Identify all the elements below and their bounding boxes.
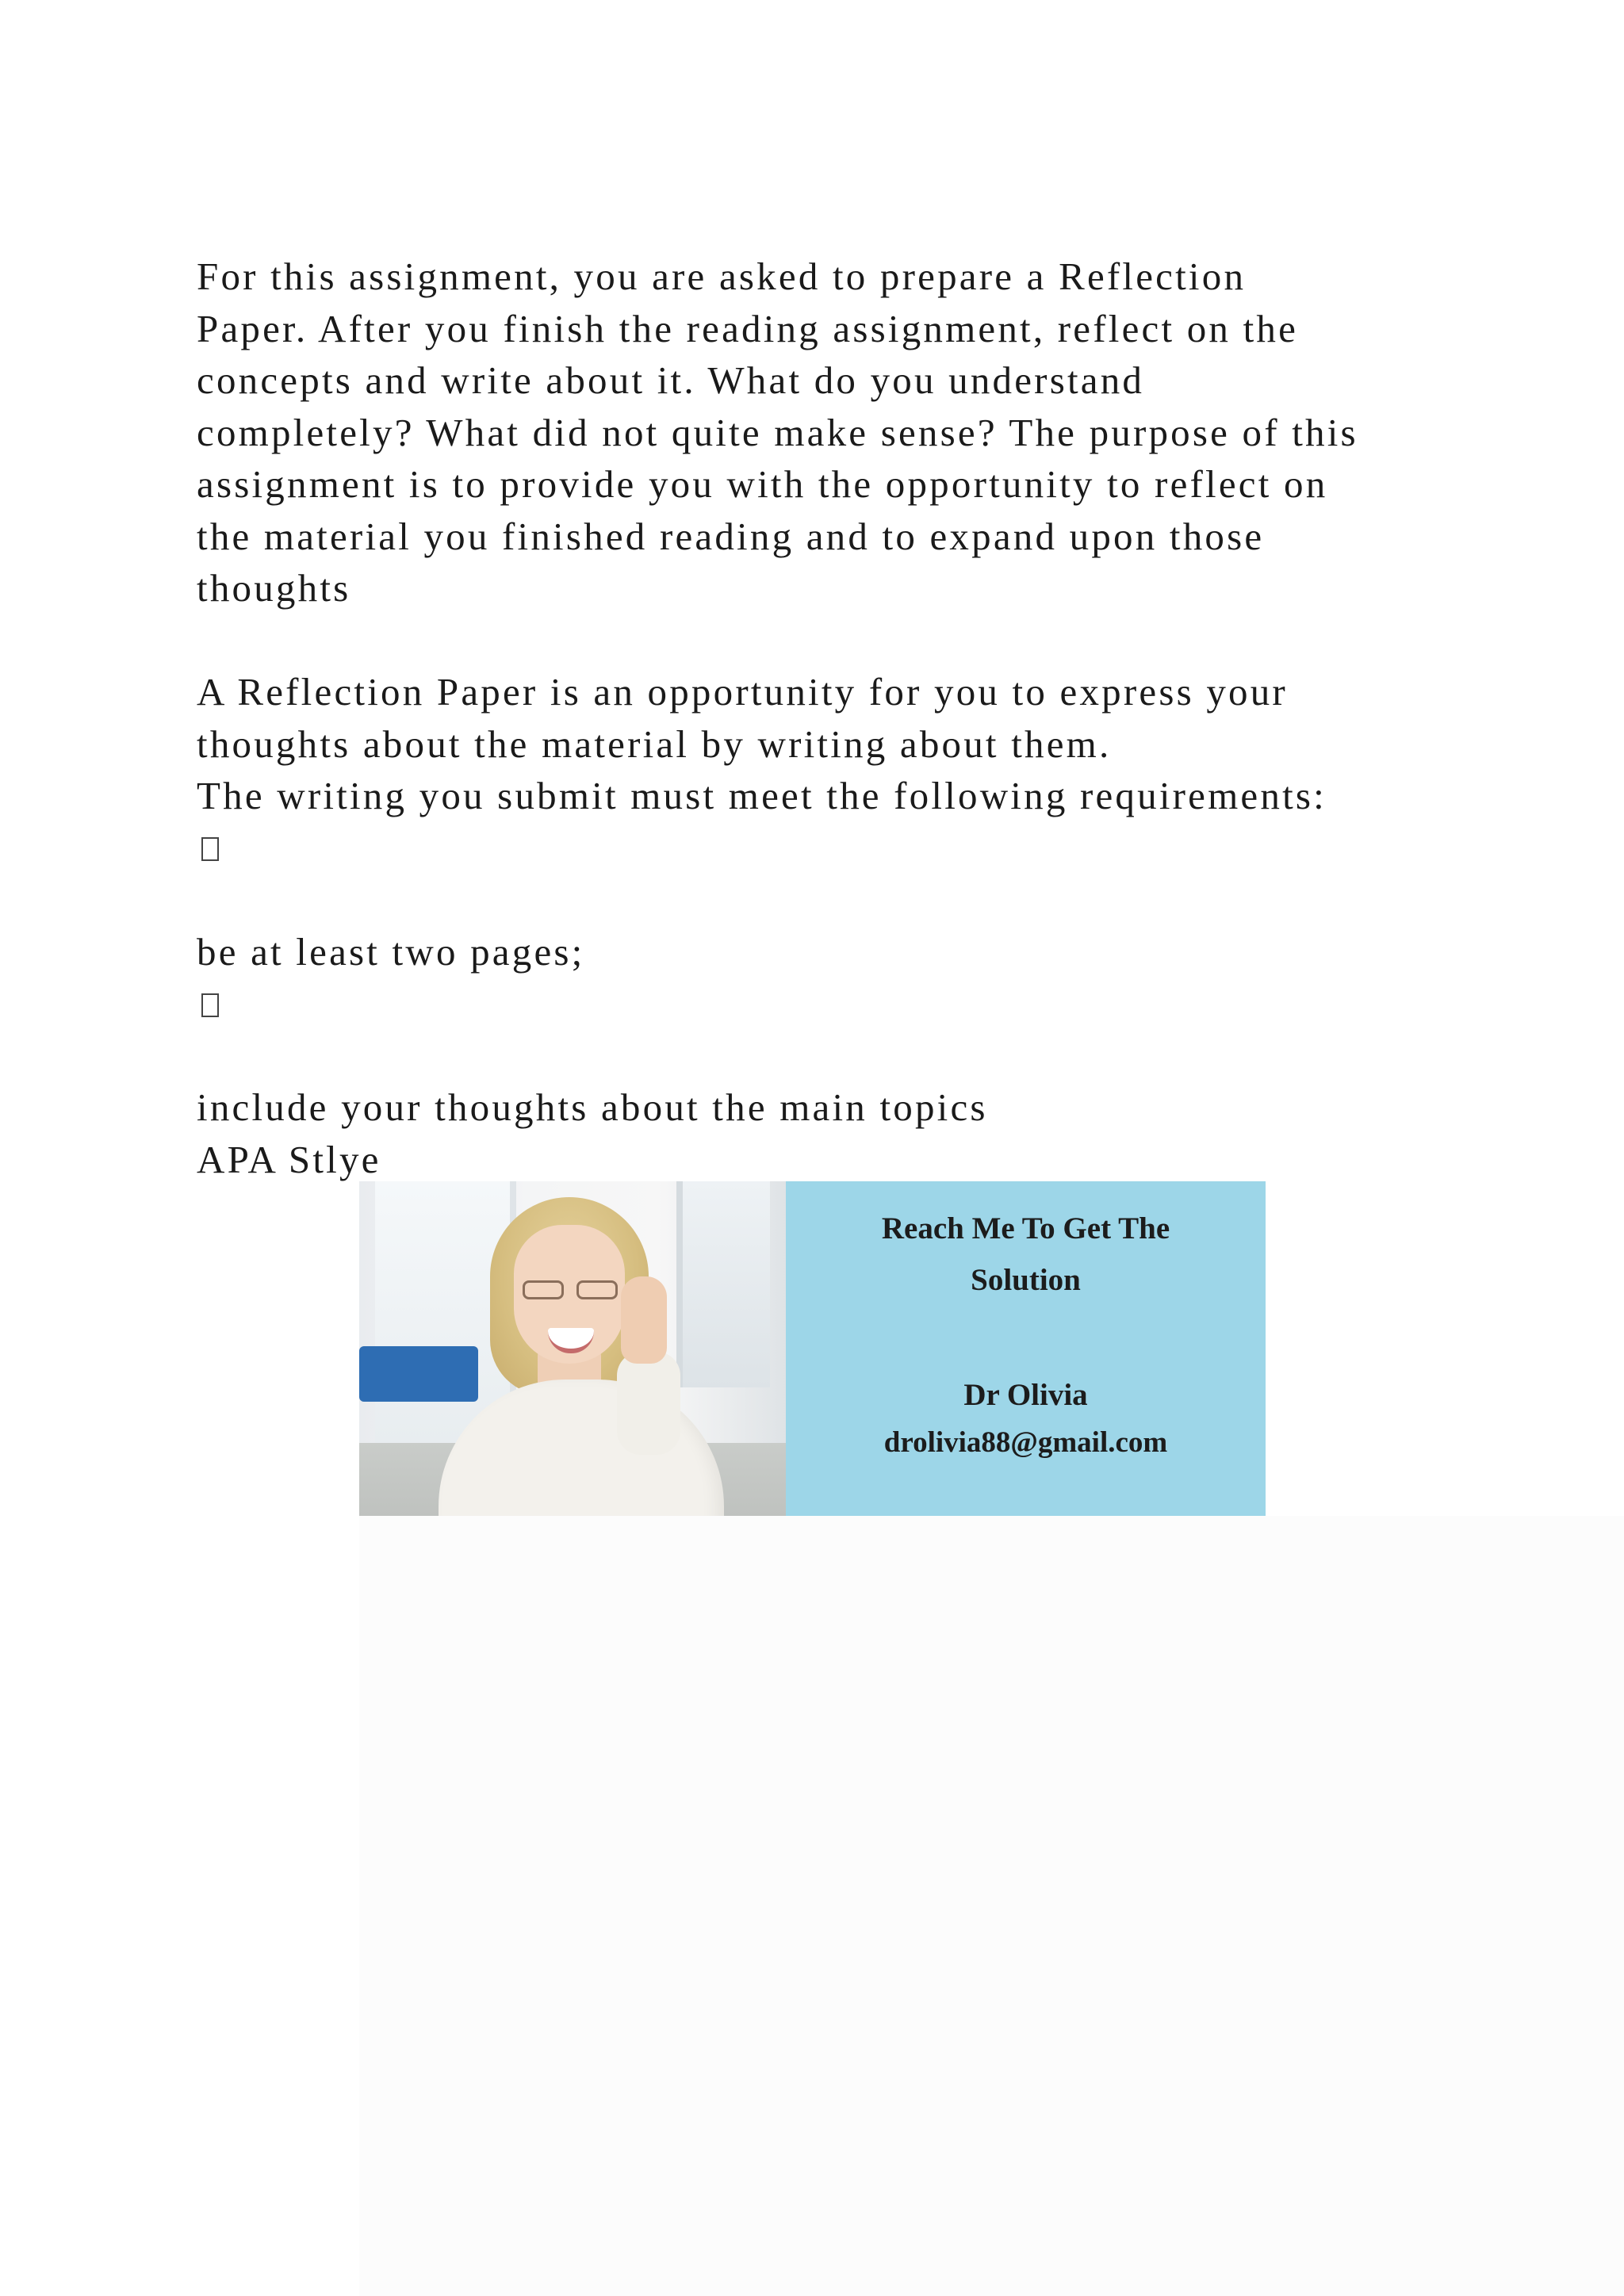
chair-decoration bbox=[359, 1346, 478, 1402]
paragraph2-line: thoughts about the material by writing about them. bbox=[197, 721, 1112, 766]
paragraph1-line: assignment is to provide you with the opportunity to reflect on bbox=[197, 462, 1328, 506]
assignment-text bbox=[197, 251, 1497, 1185]
contact-name: Dr Olivia bbox=[963, 1378, 1088, 1412]
paragraph1-line: completely? What did not quite make sense? The purpose of this bbox=[197, 410, 1358, 454]
hand-shape bbox=[621, 1276, 667, 1364]
banner-headline: Solution bbox=[971, 1263, 1081, 1297]
paragraph-spacer bbox=[197, 1030, 1497, 1082]
blank-area bbox=[359, 1516, 1624, 2296]
paragraph2-line: The writing you submit must meet the following requirements: bbox=[197, 774, 1327, 817]
woman-photo bbox=[359, 1181, 786, 1516]
requirement-1: be at least two pages; bbox=[197, 929, 585, 974]
style-requirement: APA Stlye bbox=[197, 1137, 381, 1181]
requirement-2: include your thoughts about the main topics bbox=[197, 1085, 988, 1129]
paragraph-spacer bbox=[197, 874, 1497, 926]
contact-email[interactable]: drolivia88@gmail.com bbox=[883, 1426, 1168, 1459]
paragraph1-line: concepts and write about it. What do you understand bbox=[197, 358, 1145, 402]
bullet-line bbox=[197, 978, 1497, 1030]
glasses-icon bbox=[518, 1280, 625, 1301]
contact-banner bbox=[359, 1181, 1266, 1516]
paragraph1-line: Paper. After you finish the reading assignment, reflect on the bbox=[197, 306, 1299, 350]
paragraph-spacer bbox=[197, 614, 1497, 667]
banner-headline: Reach Me To Get The bbox=[881, 1211, 1170, 1246]
paragraph1-line: For this assignment, you are asked to prepare a Reflection bbox=[197, 254, 1247, 298]
bullet-line bbox=[197, 822, 1497, 874]
bullet-box-icon bbox=[201, 837, 219, 861]
paragraph2-line: A Reflection Paper is an opportunity for you to express your bbox=[197, 670, 1288, 714]
window-decoration bbox=[676, 1181, 770, 1387]
paragraph1-line: thoughts bbox=[197, 566, 351, 610]
paragraph1-line: the material you finished reading and to expand upon those bbox=[197, 514, 1265, 558]
contact-info-panel bbox=[786, 1181, 1266, 1516]
arm-shape bbox=[617, 1352, 680, 1455]
bullet-box-icon bbox=[201, 993, 219, 1017]
